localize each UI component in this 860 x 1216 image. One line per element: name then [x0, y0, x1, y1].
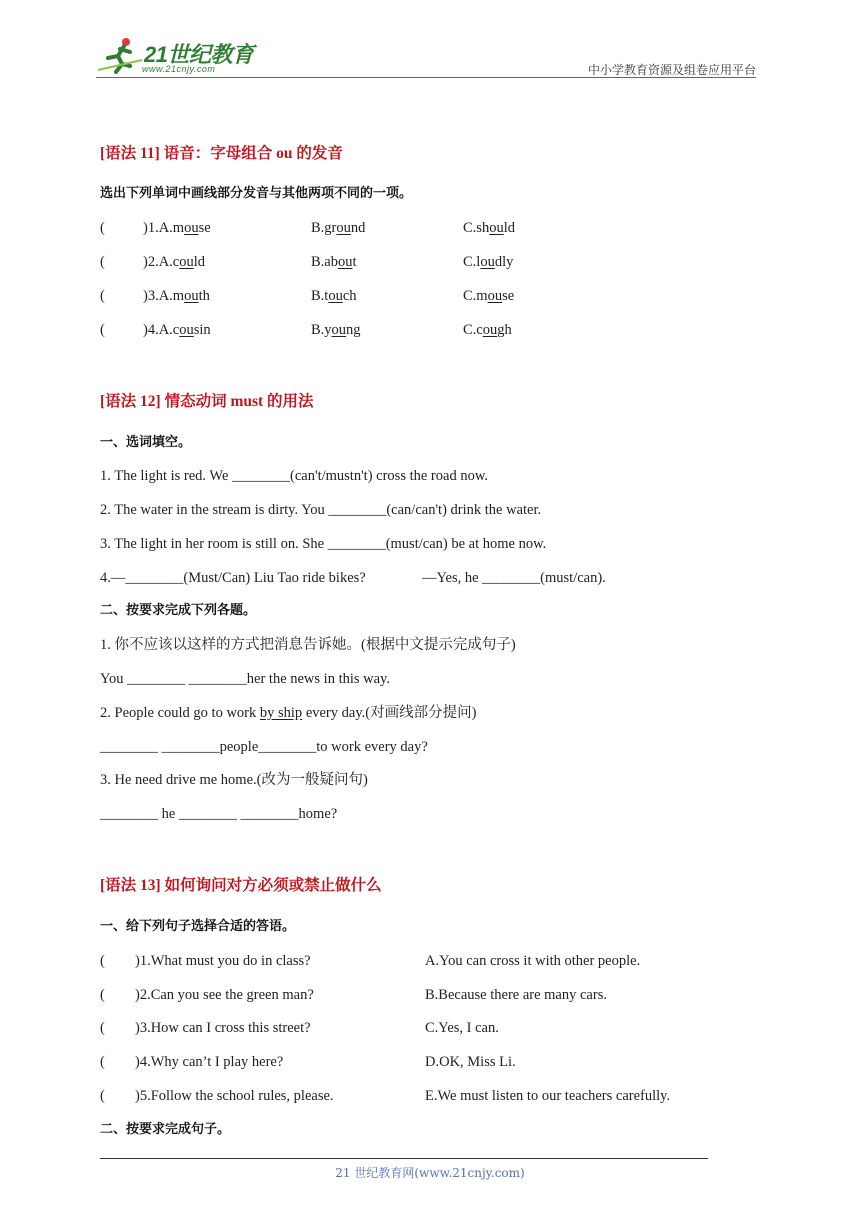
match-answer: A.You can cross it with other people.: [425, 953, 641, 969]
match-question: )2.Can you see the green man?: [135, 987, 314, 1003]
match-answer: C.Yes, I can.: [425, 1020, 499, 1036]
option-c: C.should: [463, 220, 515, 236]
task-question-2: 2. People could go to work by ship every day.(对画线部分提问): [100, 705, 477, 721]
part1-heading-12: 一、选词填空。: [100, 435, 192, 450]
runner-logo-icon: [96, 36, 144, 76]
answer-paren: (: [100, 1054, 105, 1070]
match-question: )5.Follow the school rules, please.: [135, 1088, 334, 1104]
answer-paren: (: [100, 254, 105, 270]
task-question-1: 1. 你不应该以这样的方式把消息告诉她。(根据中文提示完成句子): [100, 637, 516, 653]
instruction-11: 选出下列单词中画线部分发音与其他两项不同的一项。: [100, 186, 413, 201]
footer-divider: [100, 1158, 708, 1159]
section-title-13: [语法 13] 如何询问对方必须或禁止做什么: [100, 877, 382, 894]
match-question: )1.What must you do in class?: [135, 953, 311, 969]
option-a: )4.A.cousin: [143, 322, 211, 338]
fill-question-4a: 4.—________(Must/Can) Liu Tao ride bikes?: [100, 570, 366, 586]
option-a: )1.A.mouse: [143, 220, 211, 236]
part1-heading-13: 一、给下列句子选择合适的答语。: [100, 919, 296, 934]
section-title-11: [语法 11] 语音：字母组合 ou 的发音: [100, 145, 343, 162]
option-b: B.touch: [311, 288, 357, 304]
part2-heading-13: 二、按要求完成句子。: [100, 1122, 231, 1137]
option-a: )3.A.mouth: [143, 288, 210, 304]
task-answer-1: You ________ ________her the news in this way.: [100, 671, 390, 687]
match-answer: E.We must listen to our teachers carefully.: [425, 1088, 671, 1104]
page-header: [96, 36, 756, 78]
task-question-3: 3. He need drive me home.(改为一般疑问句): [100, 772, 368, 788]
match-answer: B.Because there are many cars.: [425, 987, 607, 1003]
header-divider: [96, 77, 756, 78]
match-question: )3.How can I cross this street?: [135, 1020, 311, 1036]
fill-question-1: 1. The light is red. We ________(can't/mustn't) cross the road now.: [100, 468, 488, 484]
footer-link[interactable]: 21 世纪教育网(www.21cnjy.com): [335, 1166, 525, 1180]
logo-text: 21世纪教育: [144, 42, 254, 67]
option-c: C.loudly: [463, 254, 514, 270]
answer-paren: (: [100, 220, 105, 236]
fill-question-4b: —Yes, he ________(must/can).: [422, 570, 606, 586]
option-b: B.young: [311, 322, 361, 338]
section-title-12: [语法 12] 情态动词 must 的用法: [100, 393, 314, 410]
answer-paren: (: [100, 1088, 105, 1104]
fill-question-2: 2. The water in the stream is dirty. You ________(can/can't) drink the water.: [100, 502, 542, 518]
part2-heading-12: 二、按要求完成下列各题。: [100, 603, 257, 618]
answer-paren: (: [100, 288, 105, 304]
platform-name: 中小学教育资源及组卷应用平台: [587, 63, 756, 77]
option-c: C.mouse: [463, 288, 515, 304]
answer-paren: (: [100, 1020, 105, 1036]
task-answer-2: ________ ________people________to work every day?: [100, 739, 428, 755]
match-answer: D.OK, Miss Li.: [425, 1054, 516, 1070]
option-a: )2.A.could: [143, 254, 206, 270]
answer-paren: (: [100, 322, 105, 338]
match-question: )4.Why can’t I play here?: [135, 1054, 284, 1070]
site-logo[interactable]: [96, 36, 266, 78]
fill-question-3: 3. The light in her room is still on. She ________(must/can) be at home now.: [100, 536, 547, 552]
option-b: B.about: [311, 254, 357, 270]
option-b: B.ground: [311, 220, 366, 236]
answer-paren: (: [100, 953, 105, 969]
option-c: C.cough: [463, 322, 512, 338]
task-answer-3: ________ he ________ ________home?: [100, 806, 338, 822]
logo-url: www.21cnjy.com: [142, 64, 216, 74]
answer-paren: (: [100, 987, 105, 1003]
